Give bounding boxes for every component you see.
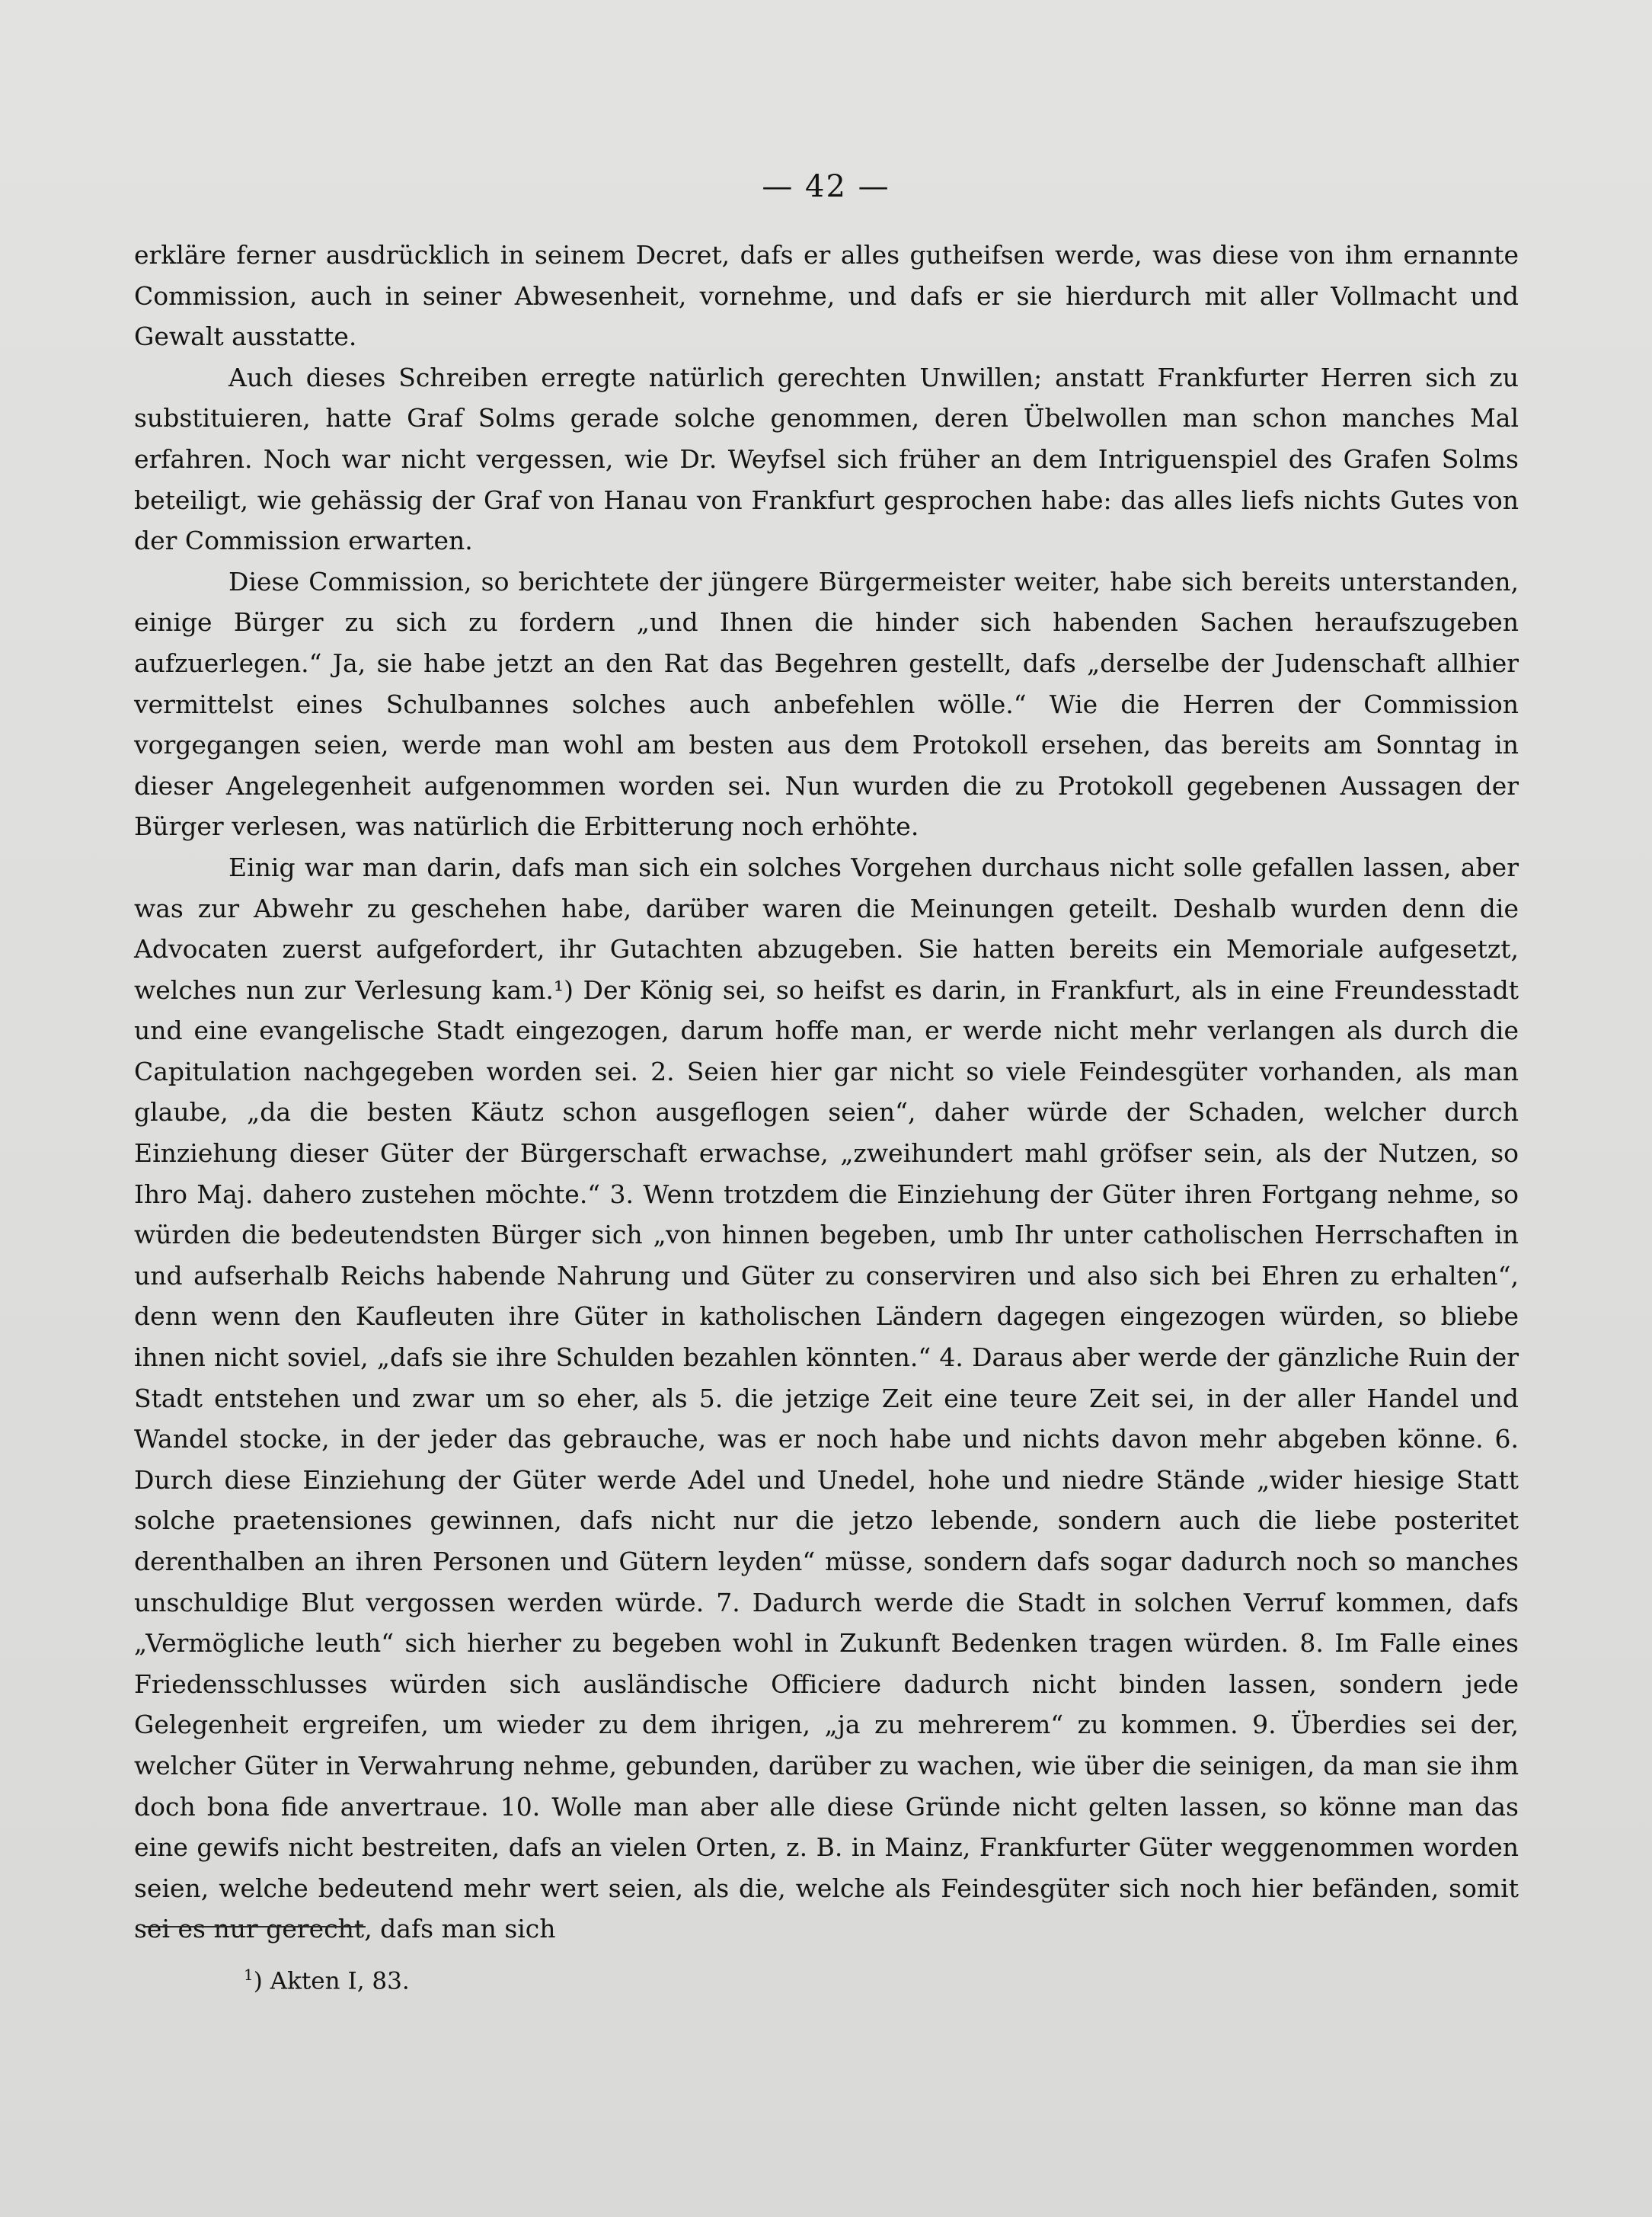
body-text: [134, 235, 1519, 1950]
footnote-divider: [145, 1926, 366, 1927]
footnote-text: ) Akten I, 83.: [253, 1967, 410, 1995]
footnote-1: [244, 1966, 410, 1995]
paragraph-2: Auch dieses Schreiben erregte natürlich gerechten Unwillen; anstatt Frankfurter Herren sich zu substituieren, hatte Graf Solms gerade solche genommen, deren Übelwollen man schon manches Mal erfahren. Noch war nicht vergessen, wie Dr. Weyfsel sich früher an dem Intriguenspiel des Grafen Solms beteiligt, wie gehässig der Graf von Hanau von Frankfurt gesprochen habe: das alles liefs nichts Gutes von der Commission erwarten.: [134, 362, 1519, 556]
footnote-marker: 1: [244, 1966, 254, 1984]
paragraph-3: Diese Commission, so berichtete der jüngere Bürgermeister weiter, habe sich bereits unterstanden, einige Bürger zu sich zu fordern „und Ihnen die hinder sich habenden Sachen heraufszugeben aufzuerlegen.“ Ja, sie habe jetzt an den Rat das Begehren gestellt, dafs „derselbe der Judenschaft allhier vermittelst eines Schulbannes solches auch anbefehlen wölle.“ Wie die Herren der Commission vorgegangen seien, werde man wohl am besten aus dem Protokoll ersehen, das bereits am Sonntag in dieser Angelegenheit aufgenommen worden sei. Nun wurden die zu Protokoll gegebenen Aussagen der Bürger verlesen, was natürlich die Erbitterung noch erhöhte.: [134, 566, 1519, 842]
paragraph-1: erkläre ferner ausdrücklich in seinem Decret, dafs er alles gutheifsen werde, was diese von ihm ernannte Commission, auch in seiner Abwesenheit, vornehme, und dafs er sie hierdurch mit aller Vollmacht und Gewalt ausstatte.: [134, 240, 1519, 352]
page-number: — 42 —: [762, 169, 890, 204]
paragraph-4: Einig war man darin, dafs man sich ein solches Vorgehen durchaus nicht solle gefallen lassen, aber was zur Abwehr zu geschehen habe, darüber waren die Meinungen geteilt. Deshalb wurden denn die Advocaten zuerst aufgefordert, ihr Gutachten abzugeben. Sie hatten bereits ein Memoriale aufgesetzt, welches nun zur Verlesung kam.¹) Der König sei, so heifst es darin, in Frankfurt, als in eine Freundesstadt und eine evangelische Stadt eingezogen, darum hoffe man, er werde nicht mehr verlangen als durch die Capitulation nachgegeben worden sei. 2. Seien hier gar nicht so viele Feindesgüter vorhanden, als man glaube, „da die besten Käutz schon ausgeflogen seien“, daher würde der Schaden, welcher durch Einziehung dieser Güter der Bürgerschaft erwachse, „zweihundert mahl gröfser sein, als der Nutzen, so Ihro Maj. dahero zustehen möchte.“ 3. Wenn trotzdem die Einziehung der Güter ihren Fortgang nehme, so würden die bedeutendsten Bürger sich „von hinnen begeben, umb Ihr unter catholischen Herrschaften in und aufserhalb Reichs habende Nahrung und Güter zu conserviren und also sich bei Ehren zu erhalten“, denn wenn den Kaufleuten ihre Güter in katholischen Ländern dagegen eingezogen würden, so bliebe ihnen nicht soviel, „dafs sie ihre Schulden bezahlen könnten.“ 4. Daraus aber werde der gänzliche Ruin der Stadt entstehen und zwar um so eher, als 5. die jetzige Zeit eine teure Zeit sei, in der aller Handel und Wandel stocke, in der jeder das gebrauche, was er noch habe und nichts davon mehr abgeben könne. 6. Durch diese Einziehung der Güter werde Adel und Unedel, hohe und niedre Stände „wider hiesige Statt solche praetensiones gewinnen, dafs nicht nur die jetzo lebende, sondern auch die liebe posteritet derenthalben an ihren Personen und Gütern leyden“ müsse, sondern dafs sogar dadurch noch so manches unschuldige Blut vergossen werden würde. 7. Dadurch werde die Stadt in solchen Verruf kommen, dafs „Vermögliche leuth“ sich hierher zu begeben wohl in Zukunft Bedenken tragen würden. 8. Im Falle eines Friedensschlusses würden sich ausländische Officiere dadurch nicht binden lassen, sondern jede Gelegenheit ergreifen, um wieder zu dem ihrigen, „ja zu mehrerem“ zu kommen. 9. Überdies sei der, welcher Güter in Verwahrung nehme, gebunden, darüber zu wachen, wie über die seinigen, da man sie ihm doch bona fide anvertraue. 10. Wolle man aber alle diese Gründe nicht gelten lassen, so könne man das eine gewifs nicht bestreiten, dafs an vielen Orten, z. B. in Mainz, Frankfurter Güter weggenommen worden seien, welche bedeutend mehr wert seien, als die, welche als Feindesgüter sich noch hier befänden, somit sei es nur gerecht, dafs man sich: [134, 852, 1519, 1944]
